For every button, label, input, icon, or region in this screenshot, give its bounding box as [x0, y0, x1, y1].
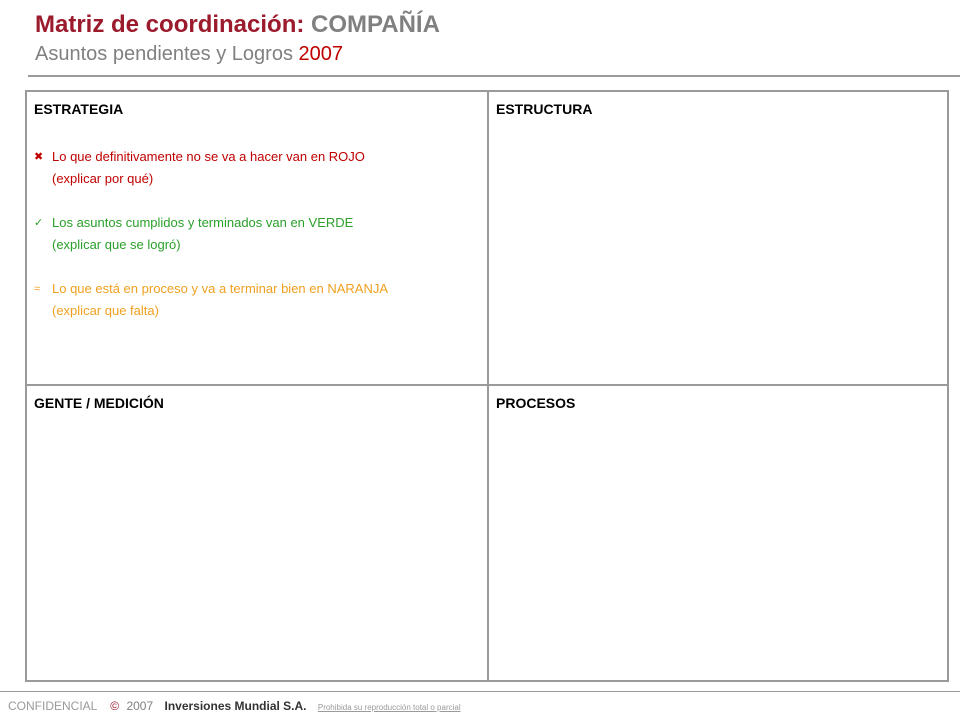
title-main: Matriz de coordinación: — [35, 11, 305, 38]
page-subtitle — [35, 41, 440, 67]
bullet-orange-line2: (explicar que falta) — [52, 303, 159, 318]
coordination-matrix — [25, 90, 949, 682]
cell-heading-procesos: PROCESOS — [496, 395, 576, 411]
bullet-green-line1: Los asuntos cumplidos y terminados van en VERDE — [52, 215, 354, 230]
footer-company: Inversiones Mundial S.A. — [164, 699, 307, 713]
check-icon: ✓ — [34, 217, 44, 229]
x-icon: ✖ — [34, 151, 44, 163]
footer — [8, 698, 461, 716]
subtitle-year: 2007 — [298, 43, 344, 65]
title-company: COMPAÑÍA — [311, 11, 440, 38]
bullet-red-line1: Lo que definitivamente no se va a hacer van en ROJO — [52, 149, 365, 164]
copyright-icon: © — [110, 699, 120, 713]
bullet-green-line2: (explicar que se logró) — [52, 237, 181, 252]
cell-estrategia — [27, 92, 487, 384]
footer-divider — [0, 691, 960, 692]
cell-gente-medicion — [27, 386, 487, 680]
legend-bullets — [34, 146, 484, 344]
approx-icon: ≈ — [34, 283, 41, 295]
bullet-red — [34, 146, 484, 190]
cell-heading-estrategia: ESTRATEGIA — [34, 101, 124, 117]
cell-heading-gente-medicion: GENTE / MEDICIÓN — [34, 395, 164, 411]
footer-notice: Prohibida su reproducción total o parcial — [317, 703, 461, 712]
bullet-red-line2: (explicar por qué) — [52, 171, 154, 186]
cell-estructura — [489, 92, 947, 384]
bullet-green — [34, 212, 484, 256]
page-title — [35, 10, 440, 40]
bullet-orange — [34, 278, 484, 322]
footer-confidential: CONFIDENCIAL — [8, 699, 97, 713]
bullet-orange-line1: Lo que está en proceso y va a terminar bien en NARANJA — [52, 281, 389, 296]
footer-year: 2007 — [126, 699, 154, 713]
header-divider — [28, 75, 960, 77]
subtitle-main: Asuntos pendientes y Logros — [35, 43, 293, 65]
header — [35, 10, 440, 67]
cell-heading-estructura: ESTRUCTURA — [496, 101, 593, 117]
cell-procesos — [489, 386, 947, 680]
